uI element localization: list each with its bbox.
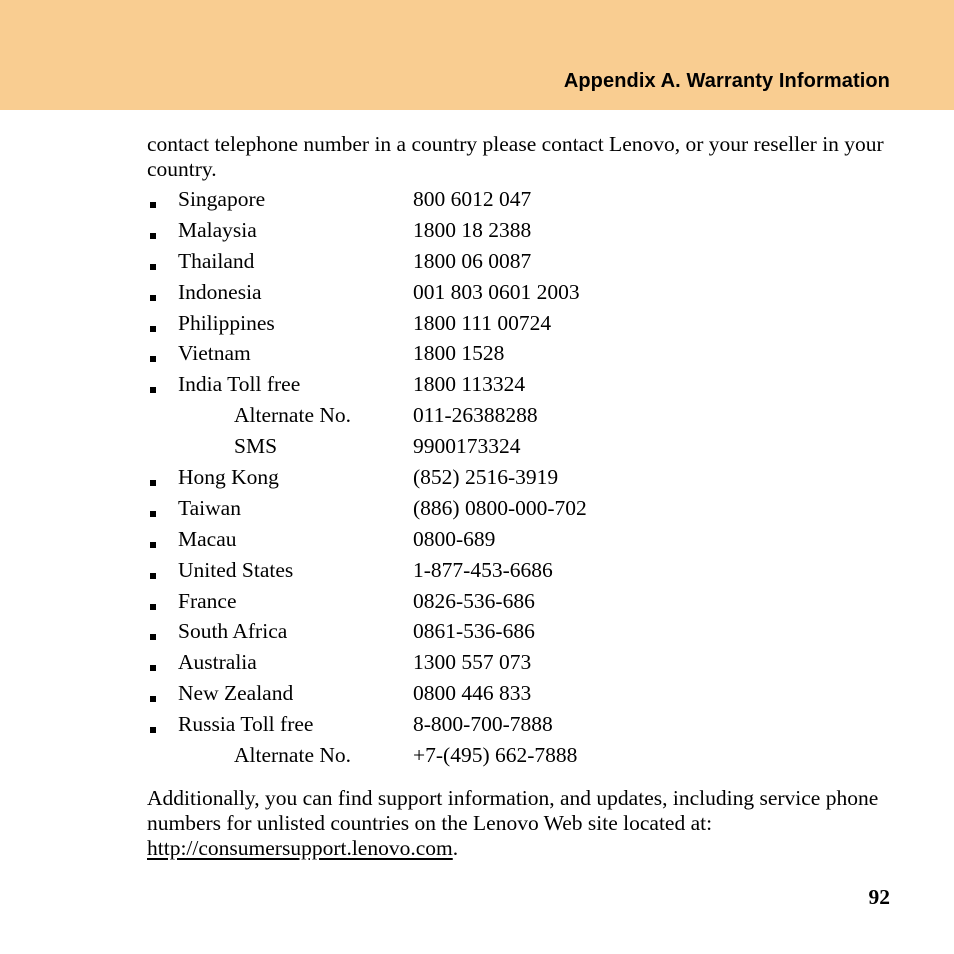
contact-number: 0800 446 833	[413, 681, 532, 706]
square-bullet-icon	[150, 573, 156, 579]
contact-number: 8-800-700-7888	[413, 712, 553, 737]
contact-number: 0826-536-686	[413, 588, 535, 613]
contact-row	[147, 495, 892, 536]
contact-country: Taiwan	[178, 495, 241, 520]
outro-period: .	[452, 835, 459, 860]
support-link[interactable]: http://consumersupport.lenovo.com	[147, 835, 453, 860]
square-bullet-icon	[150, 665, 156, 671]
contact-list	[147, 187, 892, 783]
square-bullet-icon	[150, 387, 156, 393]
outro-paragraph	[147, 786, 892, 861]
contact-country: Malaysia	[178, 217, 257, 242]
contact-country: Singapore	[178, 187, 266, 211]
contact-country: Vietnam	[178, 341, 251, 366]
contact-number: 800 6012 047	[413, 187, 532, 211]
contact-country: New Zealand	[178, 681, 294, 706]
contact-country: Macau	[178, 526, 237, 551]
contact-number: 1800 1528	[413, 341, 505, 366]
contact-country: South Africa	[178, 619, 288, 644]
contact-number: 1800 18 2388	[413, 217, 532, 242]
contact-row	[147, 743, 892, 783]
square-bullet-icon	[150, 604, 156, 610]
contact-country: SMS	[234, 434, 278, 459]
square-bullet-icon	[150, 264, 156, 270]
contact-number: 1800 06 0087	[413, 248, 532, 273]
square-bullet-icon	[150, 295, 156, 301]
contact-country: United States	[178, 557, 294, 582]
square-bullet-icon	[150, 727, 156, 733]
square-bullet-icon	[150, 511, 156, 517]
square-bullet-icon	[150, 542, 156, 548]
contact-number: 0800-689	[413, 526, 496, 551]
outro-text: Additionally, you can find support information, and updates, including service phone numbers for unlisted countries on the Lenovo Web site located at:	[147, 785, 879, 835]
contact-number: (886) 0800-000-702	[413, 495, 587, 520]
contact-number: 0861-536-686	[413, 619, 535, 644]
square-bullet-icon	[150, 233, 156, 239]
square-bullet-icon	[150, 634, 156, 640]
contact-number: (852) 2516-3919	[413, 465, 559, 490]
contact-number: +7-(495) 662-7888	[413, 743, 578, 768]
contact-country: Australia	[178, 650, 257, 675]
contact-country: Russia Toll free	[178, 712, 314, 737]
contact-country: India Toll free	[178, 372, 301, 397]
contact-country: Alternate No.	[234, 743, 352, 768]
square-bullet-icon	[150, 696, 156, 702]
contact-country: Alternate No.	[234, 403, 352, 428]
square-bullet-icon	[150, 326, 156, 332]
contact-number: 1-877-453-6686	[413, 557, 553, 582]
contact-number: 1300 557 073	[413, 650, 532, 675]
intro-paragraph: contact telephone number in a country please contact Lenovo, or your reseller in your country.	[147, 132, 884, 181]
page-content	[147, 132, 892, 861]
contact-number: 001 803 0601 2003	[413, 279, 580, 304]
contact-number: 011-26388288	[413, 403, 538, 428]
contact-country: Thailand	[178, 248, 255, 273]
contact-country: Indonesia	[178, 279, 262, 304]
contact-number: 1800 113324	[413, 372, 526, 397]
contact-number: 9900173324	[413, 434, 521, 459]
contact-country: France	[178, 588, 237, 613]
contact-country: Hong Kong	[178, 465, 279, 490]
page-number: 92	[868, 885, 890, 909]
contact-row	[147, 310, 892, 351]
contact-number: 1800 111 00724	[413, 310, 552, 335]
contact-country: Philippines	[178, 310, 275, 335]
square-bullet-icon	[150, 480, 156, 486]
header-band	[0, 0, 954, 110]
square-bullet-icon	[150, 202, 156, 208]
square-bullet-icon	[150, 356, 156, 362]
page-header-title: Appendix A. Warranty Information	[563, 70, 890, 92]
